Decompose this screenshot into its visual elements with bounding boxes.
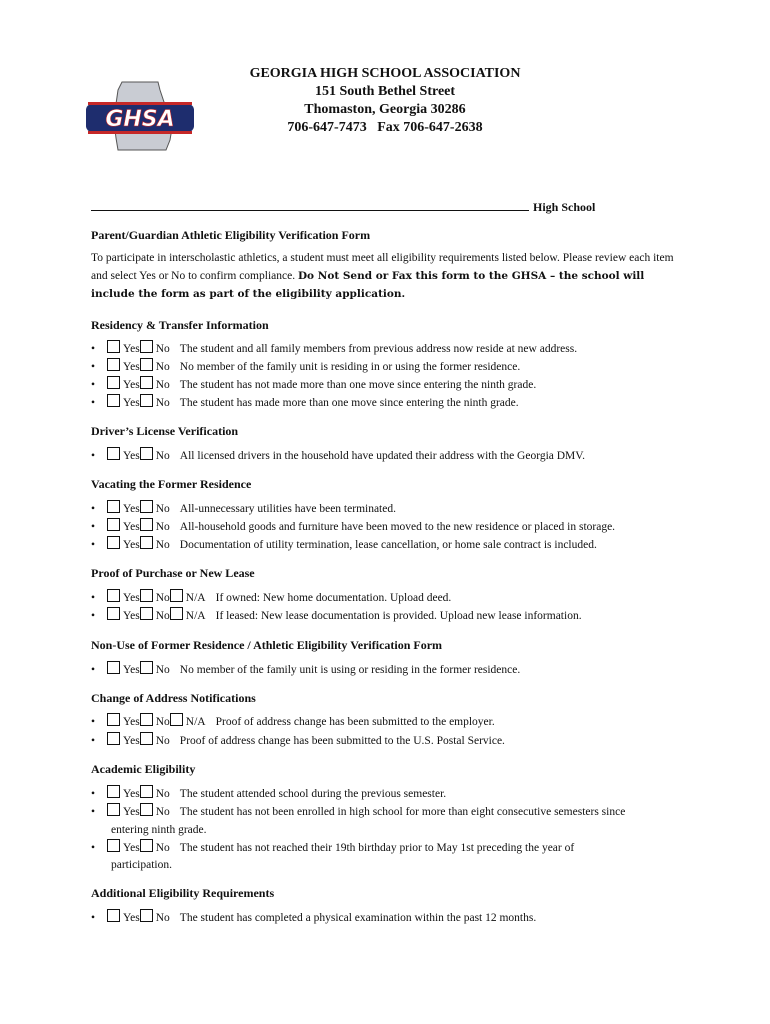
item-statement: The student has not made more than one move since entering the ninth grade.: [179, 379, 537, 391]
yes-checkbox[interactable]: [107, 589, 120, 602]
no-label: No: [155, 735, 170, 747]
no-checkbox[interactable]: [140, 358, 153, 371]
checklist-item: [91, 589, 451, 607]
no-label: No: [155, 397, 170, 409]
yes-label: Yes: [123, 539, 140, 551]
bullet: •: [91, 539, 96, 551]
yes-label: Yes: [123, 735, 140, 747]
form-title: Parent/Guardian Athletic Eligibility Verification Form: [91, 228, 371, 242]
checklist-item: [91, 518, 615, 536]
org-name: GEORGIA HIGH SCHOOL ASSOCIATION: [249, 66, 521, 81]
no-checkbox[interactable]: [140, 589, 153, 602]
ghsa-logo: [84, 80, 196, 152]
yes-label: Yes: [123, 343, 140, 355]
yes-label: Yes: [123, 379, 140, 391]
item-statement-continued: participation.: [111, 859, 172, 871]
yes-label: Yes: [123, 361, 140, 373]
bullet: •: [91, 716, 96, 728]
yes-checkbox[interactable]: [107, 909, 120, 922]
no-checkbox[interactable]: [140, 500, 153, 513]
yes-label: Yes: [123, 610, 140, 622]
na-checkbox[interactable]: [170, 607, 183, 620]
bullet: •: [91, 664, 96, 676]
no-label: No: [155, 450, 170, 462]
no-checkbox[interactable]: [140, 607, 153, 620]
org-street: 151 South Bethel Street: [314, 84, 456, 99]
checklist-item: [91, 909, 536, 927]
yes-checkbox[interactable]: [107, 536, 120, 549]
yes-label: Yes: [123, 806, 140, 818]
checklist-item: [91, 447, 585, 465]
no-checkbox[interactable]: [140, 785, 153, 798]
intro-warning: Do Not Send or Fax this form to the GHSA – the school will include the form as part of the eligibility application.: [91, 270, 645, 300]
section-title-additional: Additional Eligibility Requirements: [91, 886, 275, 900]
yes-checkbox[interactable]: [107, 732, 120, 745]
item-statement: The student and all family members from previous address now reside at new address.: [179, 343, 578, 355]
checklist-item: [91, 358, 520, 376]
yes-label: Yes: [123, 912, 140, 924]
yes-checkbox[interactable]: [107, 394, 120, 407]
bullet: •: [91, 450, 96, 462]
bullet: •: [91, 610, 96, 622]
bullet: •: [91, 521, 96, 533]
bullet: •: [91, 503, 96, 515]
no-label: No: [155, 592, 170, 604]
checklist-item: [91, 394, 519, 412]
section-title-vacating: Vacating the Former Residence: [91, 477, 252, 491]
bullet: •: [91, 343, 96, 355]
yes-label: Yes: [123, 842, 140, 854]
checklist-item: [91, 732, 505, 750]
no-label: No: [155, 842, 170, 854]
bullet: •: [91, 592, 96, 604]
checklist-item: [91, 713, 495, 731]
checklist-item: [91, 803, 625, 821]
no-label: No: [155, 361, 170, 373]
no-checkbox[interactable]: [140, 713, 153, 726]
yes-checkbox[interactable]: [107, 607, 120, 620]
checklist-item: [91, 536, 597, 554]
no-label: No: [155, 610, 170, 622]
item-statement: If owned: New home documentation. Upload deed.: [215, 592, 452, 604]
na-label: N/A: [185, 610, 206, 622]
no-checkbox[interactable]: [140, 909, 153, 922]
na-label: N/A: [185, 592, 206, 604]
logo-stripe: [88, 102, 192, 105]
yes-label: Yes: [123, 521, 140, 533]
bullet: •: [91, 912, 96, 924]
no-label: No: [155, 521, 170, 533]
bullet: •: [91, 806, 96, 818]
item-statement: If leased: New lease documentation is provided. Upload new lease information.: [215, 610, 582, 622]
no-checkbox[interactable]: [140, 376, 153, 389]
yes-checkbox[interactable]: [107, 500, 120, 513]
section-title-academic: Academic Eligibility: [91, 762, 196, 776]
no-checkbox[interactable]: [140, 839, 153, 852]
bullet: •: [91, 379, 96, 391]
no-checkbox[interactable]: [140, 732, 153, 745]
intro-text: To participate in interscholastic athletics, a student must meet all eligibility requirements listed below. Please review each item and select Yes or No to confirm compliance.: [91, 252, 674, 282]
no-label: No: [155, 379, 170, 391]
yes-checkbox[interactable]: [107, 661, 120, 674]
yes-label: Yes: [123, 716, 140, 728]
na-label: N/A: [185, 716, 206, 728]
item-statement: No member of the family unit is residing in or using the former residence.: [179, 361, 521, 373]
school-name-blank[interactable]: [91, 200, 529, 211]
no-checkbox[interactable]: [140, 536, 153, 549]
item-statement: The student has not reached their 19th birthday prior to May 1st preceding the year of: [179, 842, 575, 854]
item-statement-continued: entering ninth grade.: [111, 824, 207, 836]
bullet: •: [91, 788, 96, 800]
bullet: •: [91, 361, 96, 373]
na-checkbox[interactable]: [170, 589, 183, 602]
no-label: No: [155, 664, 170, 676]
school-label: High School: [533, 200, 596, 214]
section-title-address: Change of Address Notifications: [91, 691, 256, 705]
checklist-item: [91, 340, 577, 358]
yes-label: Yes: [123, 503, 140, 515]
yes-label: Yes: [123, 788, 140, 800]
org-phone: 706-647-7473 Fax 706-647-2638: [287, 120, 483, 135]
bullet: •: [91, 735, 96, 747]
yes-checkbox[interactable]: [107, 518, 120, 531]
checklist-item: [91, 500, 396, 518]
yes-label: Yes: [123, 664, 140, 676]
no-label: No: [155, 716, 170, 728]
yes-label: Yes: [123, 450, 140, 462]
yes-checkbox[interactable]: [107, 839, 120, 852]
logo-text: GHSA: [105, 107, 175, 132]
na-checkbox[interactable]: [170, 713, 183, 726]
checklist-item: [91, 785, 446, 803]
yes-checkbox[interactable]: [107, 803, 120, 816]
no-label: No: [155, 912, 170, 924]
no-label: No: [155, 503, 170, 515]
section-title-purchase: Proof of Purchase or New Lease: [91, 566, 255, 580]
yes-label: Yes: [123, 397, 140, 409]
yes-checkbox[interactable]: [107, 340, 120, 353]
no-label: No: [155, 806, 170, 818]
no-label: No: [155, 788, 170, 800]
no-checkbox[interactable]: [140, 447, 153, 460]
header-block: [200, 65, 570, 137]
no-checkbox[interactable]: [140, 394, 153, 407]
no-checkbox[interactable]: [140, 518, 153, 531]
yes-checkbox[interactable]: [107, 376, 120, 389]
intro-paragraph: [91, 249, 691, 303]
item-statement: All-unnecessary utilities have been terminated.: [179, 503, 396, 515]
checklist-item: [91, 376, 536, 394]
section-title-license: Driver’s License Verification: [91, 424, 239, 438]
item-statement: Proof of address change has been submitted to the employer.: [215, 716, 495, 728]
yes-checkbox[interactable]: [107, 713, 120, 726]
item-statement: The student has not been enrolled in high school for more than eight consecutive semesters since: [179, 806, 626, 818]
bullet: •: [91, 397, 96, 409]
checklist-item: [91, 661, 520, 679]
checklist-item: [91, 607, 582, 625]
no-checkbox[interactable]: [140, 340, 153, 353]
item-statement: Proof of address change has been submitted to the U.S. Postal Service.: [179, 735, 505, 747]
bullet: •: [91, 842, 96, 854]
item-statement: The student attended school during the previous semester.: [179, 788, 447, 800]
no-label: No: [155, 343, 170, 355]
yes-checkbox[interactable]: [107, 447, 120, 460]
item-statement: The student has made more than one move since entering the ninth grade.: [179, 397, 519, 409]
item-statement: Documentation of utility termination, lease cancellation, or home sale contract is included.: [179, 539, 597, 551]
org-city: Thomaston, Georgia 30286: [304, 102, 466, 117]
yes-label: Yes: [123, 592, 140, 604]
item-statement: The student has completed a physical examination within the past 12 months.: [179, 912, 537, 924]
no-checkbox[interactable]: [140, 661, 153, 674]
checklist-item: [91, 839, 574, 857]
section-title-residency: Residency & Transfer Information: [91, 318, 269, 332]
section-title-nonuse: Non-Use of Former Residence / Athletic Eligibility Verification Form: [91, 638, 443, 652]
no-checkbox[interactable]: [140, 803, 153, 816]
item-statement: No member of the family unit is using or residing in the former residence.: [179, 664, 521, 676]
item-statement: All licensed drivers in the household have updated their address with the Georgia DMV.: [179, 450, 585, 462]
yes-checkbox[interactable]: [107, 785, 120, 798]
yes-checkbox[interactable]: [107, 358, 120, 371]
school-name-field: [91, 200, 595, 215]
item-statement: All-household goods and furniture have been moved to the new residence or placed in storage.: [179, 521, 616, 533]
no-label: No: [155, 539, 170, 551]
